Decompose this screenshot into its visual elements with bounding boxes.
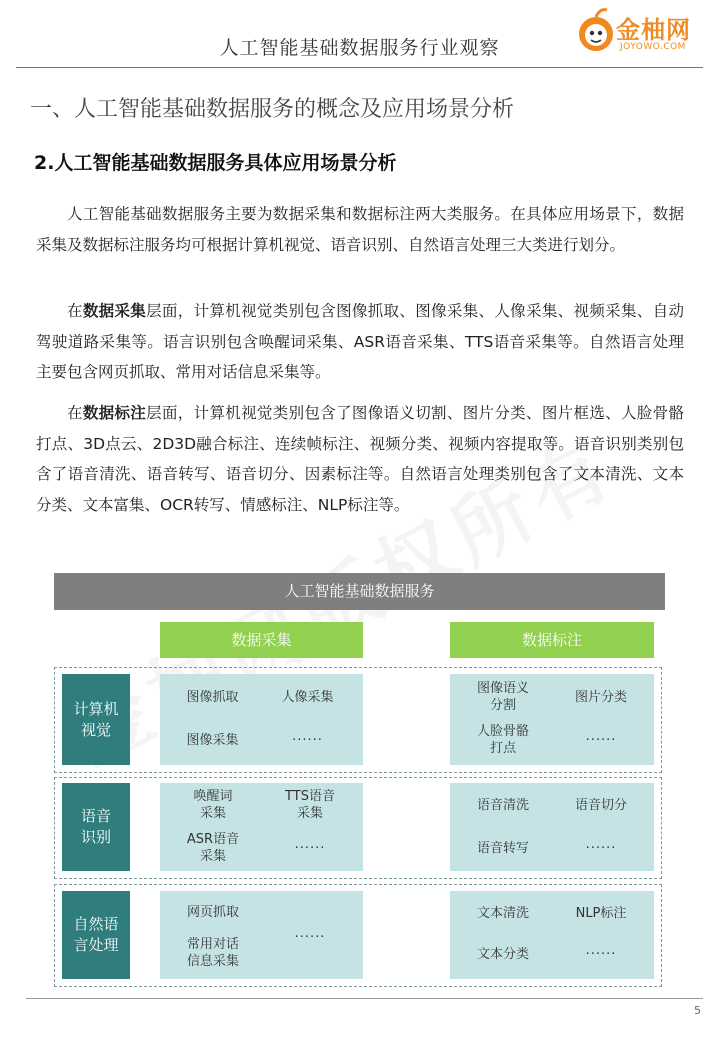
paragraph-data-annotation <box>36 398 684 520</box>
annotate-box-natural-language-processing <box>450 891 654 979</box>
paragraph-data-collection <box>36 296 684 388</box>
logo-domain: JOYOWO.COM <box>620 42 686 52</box>
list-item: 语音清洗 <box>476 797 529 813</box>
paragraph-body: 层面，计算机视觉类别包含图像抓取、图像采集、人像采集、视频采集、自动驾驶道路采集等。语言识别包含唤醒词采集、ASR语音采集、TTS语音采集等。自然语言处理主要包含网页抓取、常用对话信息采集等。 <box>36 302 684 381</box>
ellipsis-item: ······ <box>292 732 323 748</box>
list-item: NLP标注 <box>575 905 627 921</box>
brand-logo <box>576 4 714 60</box>
ellipsis-item: ······ <box>585 840 617 856</box>
logo-wordmark: 金柚网 <box>616 16 691 44</box>
page-number: 5 <box>694 1004 701 1017</box>
list-item: 唤醒词 采集 <box>193 789 233 821</box>
logo-mascot-icon <box>576 4 616 58</box>
list-item: 网页抓取 <box>186 904 239 920</box>
list-item: ASR语音 采集 <box>186 832 240 864</box>
paragraph-lead: 在 <box>67 302 83 320</box>
list-item: TTS语音 采集 <box>285 789 335 821</box>
diagram-banner: 人工智能基础数据服务 <box>54 573 665 610</box>
collect-box-speech-recognition <box>160 783 363 871</box>
annotate-box-speech-recognition <box>450 783 654 871</box>
footer-divider <box>26 998 703 999</box>
list-item: 语音切分 <box>574 797 627 813</box>
paragraph-lead: 在 <box>67 404 83 422</box>
list-item: 图像语义 分割 <box>476 681 529 713</box>
list-item: 文本清洗 <box>476 905 529 921</box>
list-item: 语音转写 <box>476 840 529 856</box>
ellipsis-item: ······ <box>585 732 617 748</box>
keyword-data-annotation: 数据标注 <box>82 404 147 422</box>
row-label-speech-recognition: 语音 识别 <box>62 783 130 871</box>
paragraph-overview: 人工智能基础数据服务主要为数据采集和数据标注两大类服务。在具体应用场景下，数据采集及数据标注服务均可根据计算机视觉、语音识别、自然语言处理三大类进行划分。 <box>36 205 684 254</box>
running-header-title: 人工智能基础数据服务行业观察 <box>219 37 500 59</box>
collect-box-computer-vision <box>160 674 363 765</box>
ellipsis-item: ······ <box>585 946 617 962</box>
section-heading: 一、人工智能基础数据服务的概念及应用场景分析 <box>30 97 515 122</box>
column-header-data-collection: 数据采集 <box>160 622 363 658</box>
ellipsis-item: ······ <box>294 929 326 945</box>
column-header-data-annotation: 数据标注 <box>450 622 654 658</box>
list-item: 人像采集 <box>281 689 334 705</box>
collect-box-natural-language-processing <box>160 891 363 979</box>
row-label-natural-language-processing: 自然语 言处理 <box>62 891 130 979</box>
row-label-computer-vision: 计算机 视觉 <box>62 674 130 765</box>
header-divider <box>16 67 703 68</box>
list-item: 常用对话 信息采集 <box>186 937 239 969</box>
list-item: 图像抓取 <box>186 689 239 705</box>
ellipsis-item: ······ <box>294 840 326 856</box>
subsection-heading: 2.人工智能基础数据服务具体应用场景分析 <box>34 152 397 174</box>
keyword-data-collection: 数据采集 <box>82 302 147 320</box>
annotate-box-computer-vision <box>450 674 654 765</box>
list-item: 图像采集 <box>186 732 239 748</box>
list-item: 人脸骨骼 打点 <box>476 724 529 756</box>
list-item: 图片分类 <box>574 689 627 705</box>
paragraph-body: 层面，计算机视觉类别包含了图像语义切割、图片分类、图片框选、人脸骨骼打点、3D点云、2D3D融合标注、连续帧标注、视频分类、视频内容提取等。语音识别类别包含了语音清洗、语音转写、语音切分、因素标注等。自然语言处理类别包含了文本清洗、文本分类、文本富集、OCR转写、情感标注、NLP标注等。 <box>36 404 684 514</box>
list-item: 文本分类 <box>476 946 529 962</box>
